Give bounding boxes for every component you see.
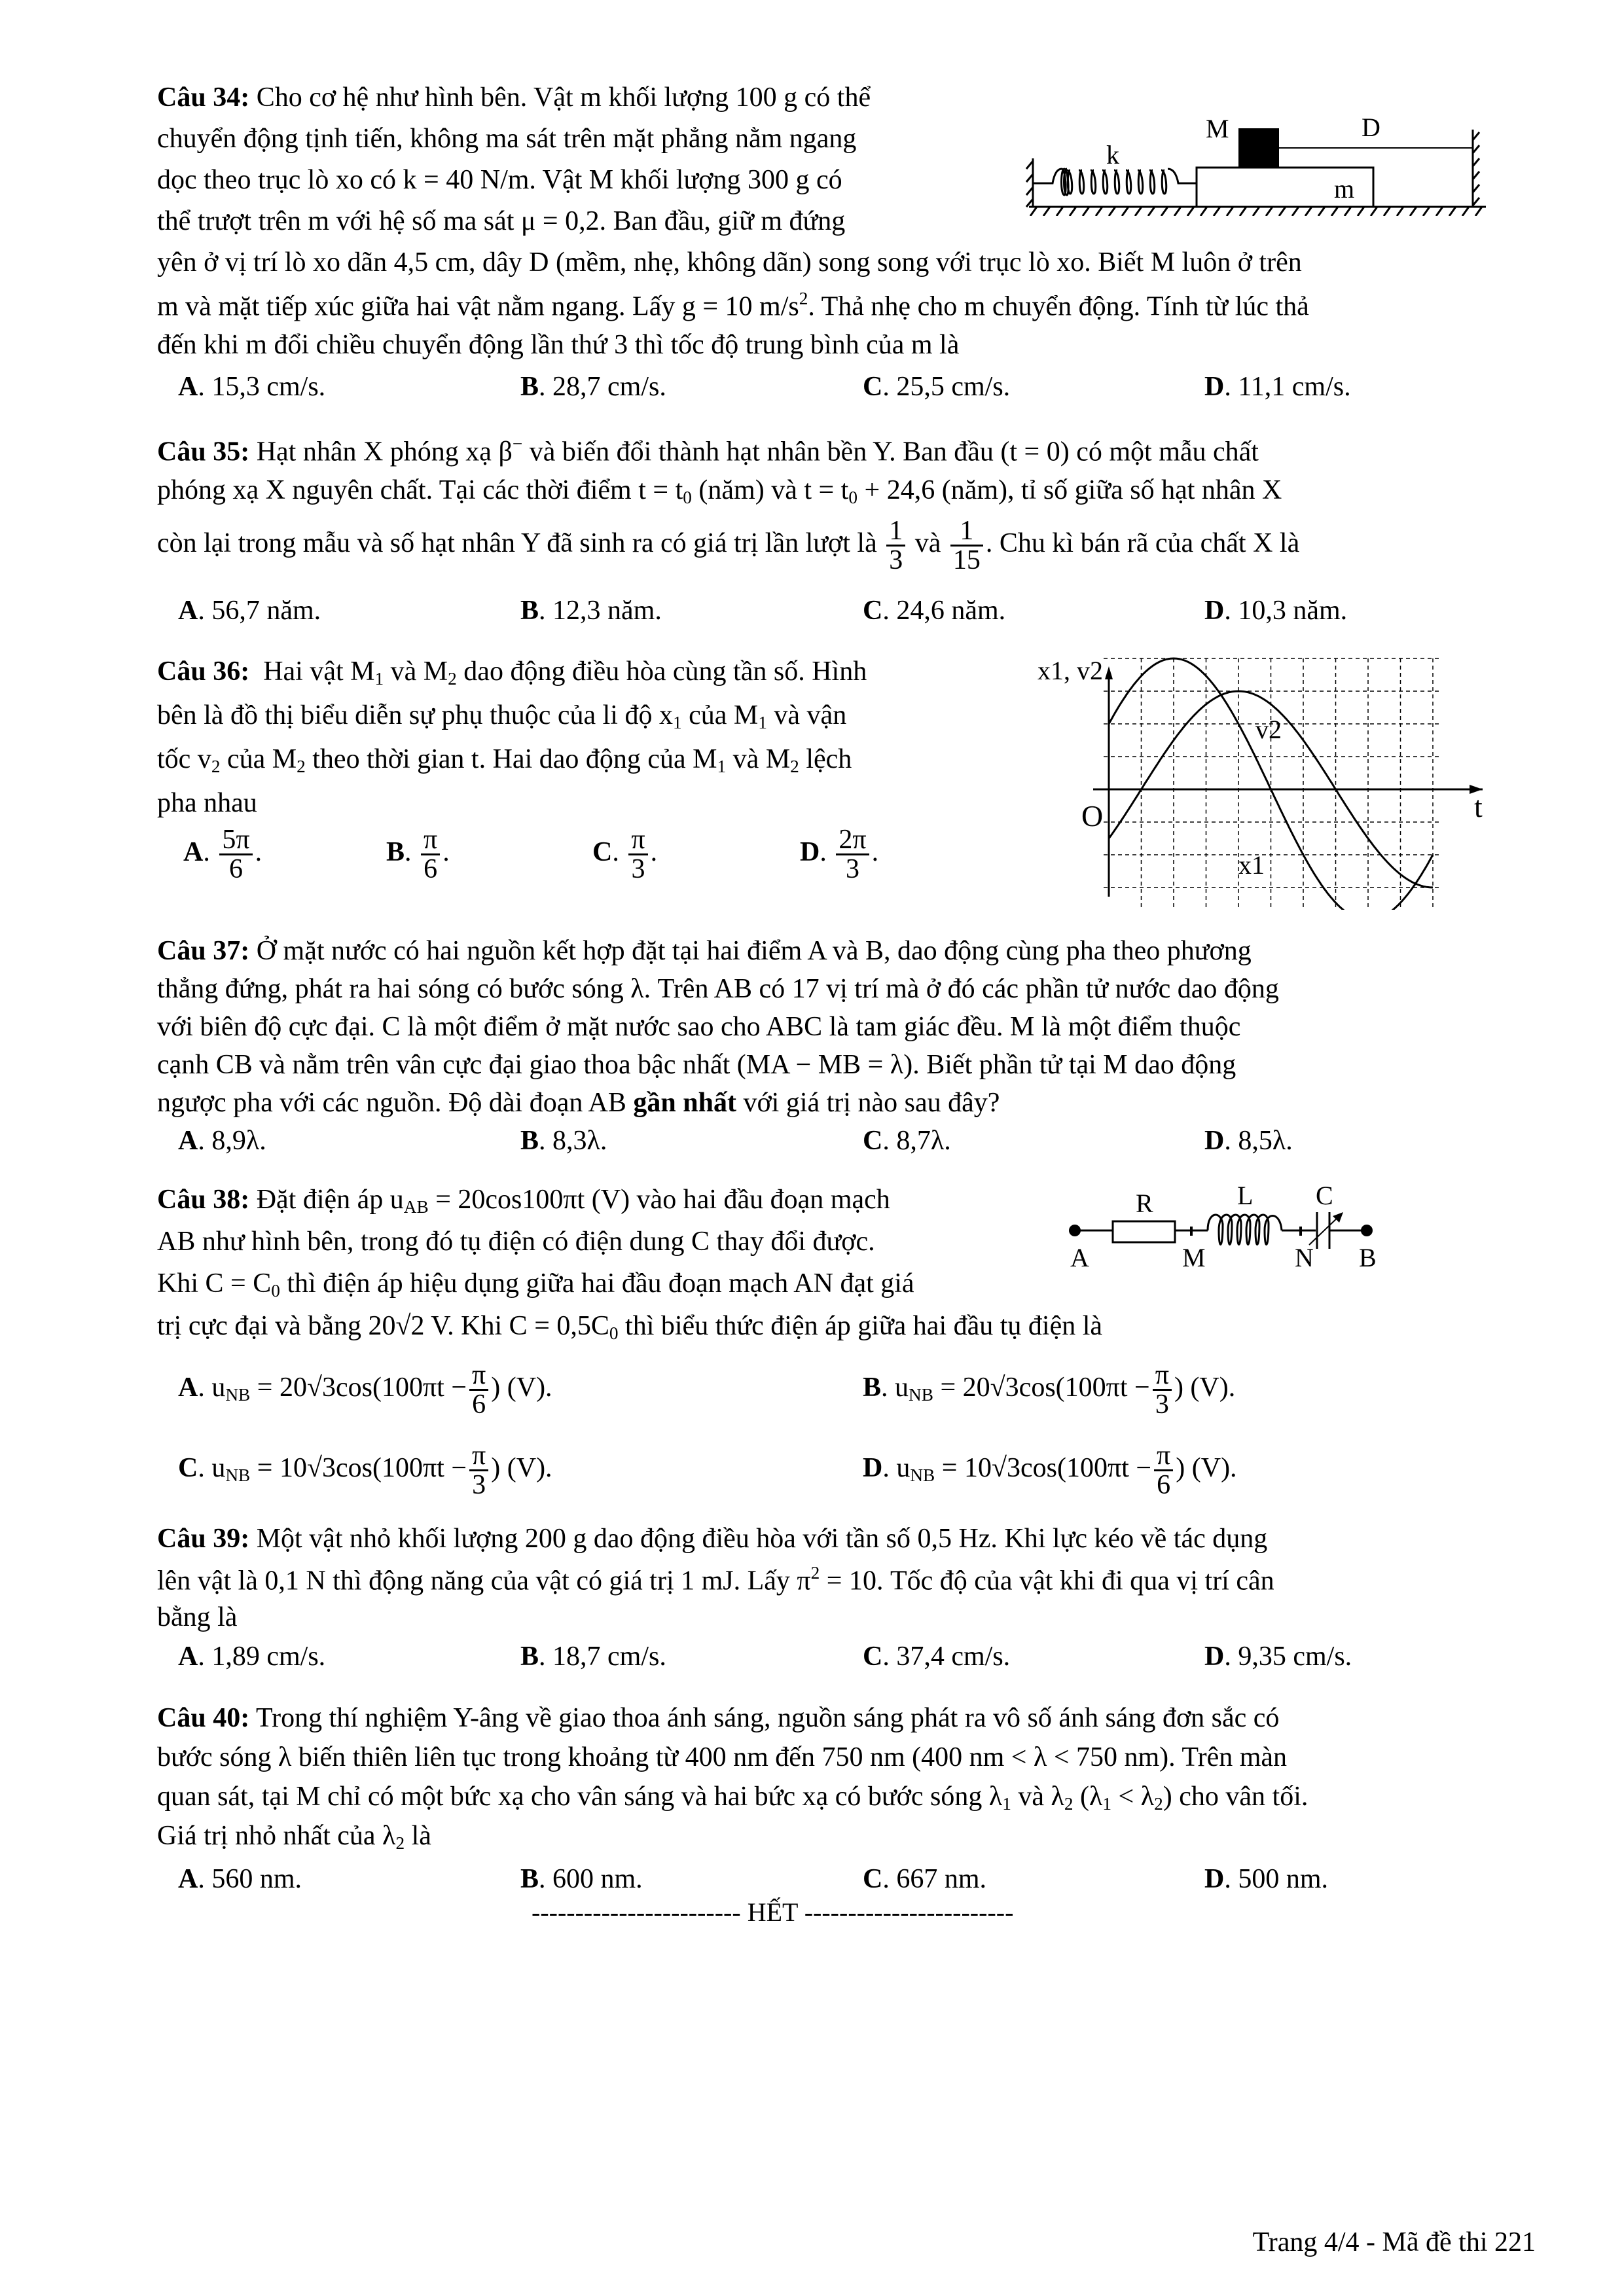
option-text: ) (V). bbox=[1176, 1453, 1237, 1484]
q37-line-1 bbox=[157, 937, 1252, 965]
label-m: m bbox=[1334, 174, 1355, 204]
label-k: k bbox=[1106, 140, 1119, 170]
q39-text: Một vật nhỏ khối lượng 200 g dao động điều hòa với tần số 0,5 Hz. Khi lực kéo về tác dụng bbox=[256, 1524, 1268, 1554]
q36-subscript: 2 bbox=[211, 756, 221, 776]
q39-line-2 bbox=[157, 1564, 1274, 1594]
numerator: 2π bbox=[839, 825, 867, 855]
q40-text: < λ bbox=[1111, 1782, 1155, 1812]
spring-k bbox=[1033, 169, 1197, 195]
graph-grid bbox=[1104, 658, 1439, 910]
q37-option-b[interactable]: B. 8,3λ. bbox=[520, 1126, 607, 1156]
option-fraction bbox=[219, 826, 252, 883]
q35-text: và bbox=[914, 528, 941, 559]
option-key: D bbox=[1204, 1641, 1225, 1672]
option-fraction bbox=[421, 826, 440, 883]
q36-line-3 bbox=[157, 745, 852, 776]
q36-text: lệch bbox=[799, 744, 852, 774]
y-axis-label: x1, v2 bbox=[1038, 656, 1103, 685]
q36-subscript: 1 bbox=[758, 712, 767, 732]
q36-text: tốc v bbox=[157, 744, 211, 774]
denominator: 3 bbox=[1153, 1389, 1172, 1418]
q36-subscript: 1 bbox=[717, 756, 727, 776]
numerator: π bbox=[472, 1441, 486, 1471]
q36-line-4: pha nhau bbox=[157, 788, 257, 818]
fraction-1-15 bbox=[950, 517, 983, 574]
option-key: C bbox=[863, 372, 883, 402]
series-label-x1: x1 bbox=[1238, 850, 1265, 880]
q38-subscript: AB bbox=[403, 1196, 429, 1217]
q38-text: Đặt điện áp u bbox=[256, 1185, 404, 1215]
q35-line-1 bbox=[157, 435, 1259, 465]
option-key: A bbox=[178, 596, 198, 626]
option-key: D bbox=[1204, 372, 1225, 402]
q39-text: lên vật là 0,1 N thì động năng của vật có giá trị 1 mJ. Lấy π bbox=[157, 1566, 811, 1596]
option-key: B bbox=[520, 1864, 539, 1894]
q37-option-d[interactable]: D. 8,5λ. bbox=[1204, 1126, 1293, 1156]
q34-text: m và mặt tiếp xúc giữa hai vật nằm ngang. Lấy g = 10 m/s bbox=[157, 291, 799, 322]
label-M: M bbox=[1206, 114, 1229, 143]
q34-line-5: yên ở vị trí lò xo dãn 4,5 cm, dây D (mềm, nhẹ, không dãn) song song với trục lò xo. Biết M luôn ở trên bbox=[157, 247, 1302, 278]
q39-option-c[interactable]: C. 37,4 cm/s. bbox=[863, 1641, 1011, 1672]
q35-option-a[interactable]: A. 56,7 năm. bbox=[178, 596, 321, 626]
q40-text: Giá trị nhỏ nhất của λ bbox=[157, 1821, 396, 1851]
q34-label: Câu 34: bbox=[157, 82, 250, 113]
q40-option-d[interactable]: D. 500 nm. bbox=[1204, 1864, 1329, 1894]
option-text: = 20√3cos(100πt − bbox=[933, 1372, 1150, 1403]
q40-text: Trong thí nghiệm Y-âng về giao thoa ánh sáng, nguồn sáng phát ra vô số ánh sáng đơn sắc có bbox=[255, 1703, 1280, 1733]
option-fraction bbox=[628, 826, 647, 883]
label-l: L bbox=[1237, 1181, 1254, 1210]
q36-line-2 bbox=[157, 702, 846, 732]
q36-option-c[interactable]: C. $\frac{\pi}{3}$ . bbox=[592, 825, 658, 884]
option-text: 25,5 cm/s. bbox=[896, 372, 1011, 402]
numerator: π bbox=[424, 825, 438, 855]
option-fraction bbox=[469, 1361, 488, 1418]
q34-text: . Thả nhẹ cho m chuyển động. Tính từ lúc thả bbox=[808, 291, 1309, 322]
q37-line-4: cạnh CB và nằm trên vân cực đại giao thoa bậc nhất (MA − MB = λ). Biết phần tử tại M dao động bbox=[157, 1050, 1236, 1080]
option-text: 12,3 năm. bbox=[552, 596, 662, 626]
q36-text: của M bbox=[220, 744, 297, 774]
q36-subscript: 2 bbox=[790, 756, 799, 776]
option-key: B bbox=[520, 372, 539, 402]
q34-line-3: dọc theo trục lò xo có k = 40 N/m. Vật M khối lượng 300 g có bbox=[157, 165, 842, 195]
q39-option-a[interactable]: A. 1,89 cm/s. bbox=[178, 1641, 326, 1672]
option-text: = 10√3cos(100πt − bbox=[935, 1453, 1152, 1484]
rlc-circuit-diagram bbox=[1047, 1172, 1506, 1289]
q34-option-a[interactable]: A. 15,3 cm/s. bbox=[178, 372, 326, 402]
option-text: 37,4 cm/s. bbox=[896, 1641, 1011, 1672]
y-axis-arrow bbox=[1105, 666, 1113, 679]
q37-line-2: thẳng đứng, phát ra hai sóng có bước sóng λ. Trên AB có 17 vị trí mà ở đó các phần tử nước dao động bbox=[157, 974, 1279, 1004]
option-key: D bbox=[863, 1453, 883, 1484]
denominator: 6 bbox=[421, 853, 440, 883]
q40-text: ) cho vân tối. bbox=[1163, 1782, 1308, 1812]
q35-text: còn lại trong mẫu và số hạt nhân Y đã sinh ra có giá trị lần lượt là bbox=[157, 528, 877, 559]
q34-superscript: 2 bbox=[799, 289, 808, 308]
option-text: u bbox=[896, 1453, 911, 1484]
inductor-l bbox=[1208, 1215, 1282, 1244]
option-text: 15,3 cm/s. bbox=[211, 372, 326, 402]
q40-option-b[interactable]: B. 600 nm. bbox=[520, 1864, 643, 1894]
option-text: 10,3 năm. bbox=[1238, 596, 1348, 626]
q40-line-4 bbox=[157, 1822, 431, 1852]
option-key: D bbox=[800, 837, 820, 868]
q36-text: Hai vật M bbox=[263, 656, 375, 687]
q40-subscript: 2 bbox=[1064, 1793, 1074, 1814]
q35-subscript: 0 bbox=[848, 487, 858, 507]
label-a: A bbox=[1070, 1243, 1089, 1272]
q38-subscript: 0 bbox=[271, 1280, 280, 1300]
q36-subscript: 1 bbox=[672, 712, 682, 732]
q36-option-b[interactable]: B. $\frac{\pi}{6}$ . bbox=[386, 825, 450, 884]
left-wall bbox=[1026, 158, 1033, 207]
denominator: 6 bbox=[219, 853, 252, 883]
q38-text: Khi C = C bbox=[157, 1268, 272, 1299]
option-fraction bbox=[836, 826, 869, 883]
q37-text: với giá trị nào sau đây? bbox=[736, 1088, 1000, 1118]
q40-subscript: 1 bbox=[1002, 1793, 1011, 1814]
q39-text: = 10. Tốc độ của vật khi đi qua vị trí cân bbox=[820, 1566, 1274, 1596]
label-c: C bbox=[1316, 1181, 1333, 1210]
q36-text: và M bbox=[726, 744, 791, 774]
option-fraction bbox=[469, 1442, 488, 1499]
oscillation-graph bbox=[1034, 648, 1492, 910]
numerator: π bbox=[1157, 1441, 1171, 1471]
q35-text: . Chu kì bán rã của chất X là bbox=[985, 528, 1300, 559]
option-fraction bbox=[1153, 1361, 1172, 1418]
q37-emphasis: gần nhất bbox=[633, 1088, 736, 1118]
option-fraction bbox=[1154, 1442, 1173, 1499]
q38-option-a[interactable]: A. $u_{NB} = 20√3\cos(100\pi t$ − $\frac{\pi}{6}$ ) (V). bbox=[178, 1360, 552, 1420]
label-m: M bbox=[1182, 1243, 1206, 1272]
q36-text: bên là đồ thị biểu diễn sự phụ thuộc của li độ x bbox=[157, 700, 673, 730]
q34-line-7: đến khi m đổi chiều chuyển động lần thứ 3 thì tốc độ trung bình của m là bbox=[157, 330, 960, 360]
q40-line-3 bbox=[157, 1783, 1308, 1813]
option-key: C bbox=[863, 1864, 883, 1894]
q35-option-b[interactable]: B. 12,3 năm. bbox=[520, 596, 662, 626]
q40-text: là bbox=[405, 1821, 431, 1851]
q38-line-4 bbox=[157, 1312, 1102, 1342]
option-key: A bbox=[178, 372, 198, 402]
end-marker: ------------------------ HẾT ------------------------ bbox=[532, 1897, 1014, 1927]
option-key: B bbox=[520, 1641, 539, 1672]
q40-line-1 bbox=[157, 1704, 1279, 1732]
option-text: 8,7λ. bbox=[896, 1126, 951, 1156]
denominator: 3 bbox=[836, 853, 869, 883]
option-text: 18,7 cm/s. bbox=[552, 1641, 666, 1672]
q38-option-c[interactable]: C. $u_{NB} = 10√3\cos(100\pi t$ − $\frac{\pi}{3}$ ) (V). bbox=[178, 1441, 552, 1500]
option-text: 56,7 năm. bbox=[211, 596, 321, 626]
q39-line-3: bằng là bbox=[157, 1602, 238, 1632]
q40-subscript: 1 bbox=[1102, 1793, 1112, 1814]
q39-option-d[interactable]: D. 9,35 cm/s. bbox=[1204, 1641, 1352, 1672]
option-key: D bbox=[1204, 596, 1225, 626]
q34-text: Cho cơ hệ như hình bên. Vật m khối lượng 100 g có thể bbox=[256, 82, 871, 113]
option-key: A bbox=[178, 1372, 198, 1403]
q37-option-a[interactable]: A. 8,9λ. bbox=[178, 1126, 266, 1156]
q35-superscript: − bbox=[512, 434, 523, 454]
q38-text: thì biểu thức điện áp giữa hai đầu tụ điện là bbox=[618, 1311, 1103, 1341]
q36-option-a[interactable]: A. $\frac{5\pi}{6}$ . bbox=[183, 825, 262, 884]
q34-line-6 bbox=[157, 290, 1309, 320]
q37-line-5 bbox=[157, 1089, 1000, 1117]
option-text: = 20√3cos(100πt − bbox=[250, 1372, 467, 1403]
q40-option-c[interactable]: C. 667 nm. bbox=[863, 1864, 987, 1894]
q35-line-2 bbox=[157, 476, 1282, 507]
q37-label: Câu 37: bbox=[157, 936, 250, 966]
q40-line-2: bước sóng λ biến thiên liên tục trong khoảng từ 400 nm đến 750 nm (400 nm < λ < 750 nm). Trên màn bbox=[157, 1742, 1288, 1772]
label-r: R bbox=[1136, 1189, 1153, 1218]
q38-line-2: AB như hình bên, trong đó tụ điện có điện dung C thay đổi được. bbox=[157, 1227, 875, 1257]
q36-text: và M bbox=[384, 656, 448, 687]
block-M bbox=[1238, 128, 1279, 168]
option-text: 560 nm. bbox=[211, 1864, 302, 1894]
q40-text: (λ bbox=[1073, 1782, 1103, 1812]
option-text: = 10√3cos(100πt − bbox=[250, 1453, 467, 1484]
numerator: 5π bbox=[222, 825, 250, 855]
q36-label: Câu 36: bbox=[157, 656, 250, 687]
fraction-1-3 bbox=[886, 517, 905, 574]
q39-line-1 bbox=[157, 1525, 1267, 1552]
numerator: π bbox=[631, 825, 645, 855]
q36-line-1 bbox=[157, 658, 867, 688]
option-text: 28,7 cm/s. bbox=[552, 372, 666, 402]
numerator: π bbox=[472, 1360, 486, 1390]
option-text: ) (V). bbox=[491, 1453, 552, 1484]
option-key: C bbox=[863, 596, 883, 626]
option-subscript: NB bbox=[909, 1384, 933, 1405]
denominator: 6 bbox=[469, 1389, 488, 1418]
q36-text: và vận bbox=[767, 700, 847, 730]
option-text: ) (V). bbox=[1174, 1372, 1236, 1403]
option-text: 9,35 cm/s. bbox=[1238, 1641, 1352, 1672]
option-text: 667 nm. bbox=[896, 1864, 987, 1894]
label-b: B bbox=[1359, 1243, 1377, 1272]
q35-text: (năm) và t = t bbox=[691, 475, 849, 505]
q35-subscript: 0 bbox=[683, 487, 692, 507]
q39-superscript: 2 bbox=[810, 1563, 820, 1583]
q35-line-3 bbox=[157, 517, 1299, 574]
q38-text: trị cực đại và bằng 20√2 V. Khi C = 0,5C bbox=[157, 1311, 609, 1341]
q35-label: Câu 35: bbox=[157, 437, 250, 467]
option-text: 8,9λ. bbox=[211, 1126, 266, 1156]
q38-text: = 20cos100πt (V) vào hai đầu đoạn mạch bbox=[428, 1185, 890, 1215]
q35-text: Hạt nhân X phóng xạ β bbox=[256, 437, 513, 467]
q36-subscript: 2 bbox=[297, 756, 306, 776]
q38-option-d[interactable]: D. $u_{NB} = 10√3\cos(100\pi t$ − $\frac{\pi}{6}$ ) (V). bbox=[863, 1441, 1237, 1500]
option-text: u bbox=[211, 1453, 226, 1484]
page-footer: Trang 4/4 - Mã đề thi 221 bbox=[1252, 2227, 1536, 2257]
q40-subscript: 2 bbox=[395, 1833, 405, 1853]
option-key: C bbox=[863, 1126, 883, 1156]
option-subscript: NB bbox=[910, 1465, 935, 1485]
option-text: 8,3λ. bbox=[552, 1126, 607, 1156]
option-key: A bbox=[178, 1864, 198, 1894]
option-text: 500 nm. bbox=[1238, 1864, 1329, 1894]
denominator: 3 bbox=[628, 853, 647, 883]
q36-text: theo thời gian t. Hai dao động của M bbox=[305, 744, 717, 774]
terminal-b bbox=[1361, 1225, 1373, 1236]
q38-subscript: 0 bbox=[609, 1323, 619, 1343]
denominator: 3 bbox=[886, 545, 905, 574]
spring-block-figure bbox=[1021, 98, 1492, 216]
option-text: 8,5λ. bbox=[1238, 1126, 1293, 1156]
q36-text: của M bbox=[681, 700, 759, 730]
q40-option-a[interactable]: A. 560 nm. bbox=[178, 1864, 302, 1894]
option-text: 11,1 cm/s. bbox=[1238, 372, 1351, 402]
q35-option-c[interactable]: C. 24,6 năm. bbox=[863, 596, 1006, 626]
q38-line-1 bbox=[157, 1186, 890, 1216]
origin-label: O bbox=[1081, 799, 1104, 833]
option-key: C bbox=[863, 1641, 883, 1672]
q38-text: thì điện áp hiệu dụng giữa hai đầu đoạn mạch AN đạt giá bbox=[280, 1268, 914, 1299]
q37-text: ngược pha với các nguồn. Độ dài đoạn AB bbox=[157, 1088, 634, 1118]
q34-option-b[interactable]: B. 28,7 cm/s. bbox=[520, 372, 666, 402]
option-subscript: NB bbox=[225, 1465, 251, 1485]
q40-subscript: 2 bbox=[1154, 1793, 1163, 1814]
q36-option-d[interactable]: D. $\frac{2\pi}{3}$ . bbox=[800, 825, 879, 884]
q35-text: + 24,6 (năm), tỉ số giữa số hạt nhân X bbox=[857, 475, 1282, 505]
option-text: 600 nm. bbox=[552, 1864, 643, 1894]
numerator: 1 bbox=[960, 516, 974, 546]
q35-text: và biến đổi thành hạt nhân bền Y. Ban đầu (t = 0) có một mẫu chất bbox=[522, 437, 1259, 467]
q40-text: quan sát, tại M chỉ có một bức xạ cho vân sáng và hai bức xạ có bước sóng λ bbox=[157, 1782, 1003, 1812]
q40-label: Câu 40: bbox=[157, 1703, 250, 1733]
q35-option-d[interactable]: D. 10,3 năm. bbox=[1204, 596, 1348, 626]
option-key: A bbox=[178, 1126, 198, 1156]
right-wall bbox=[1473, 130, 1479, 207]
option-key: A bbox=[183, 837, 204, 868]
numerator: π bbox=[1155, 1360, 1169, 1390]
x-axis-label: t bbox=[1474, 790, 1483, 823]
denominator: 3 bbox=[469, 1469, 488, 1499]
q34-line-2: chuyển động tịnh tiến, không ma sát trên mặt phẳng nằm ngang bbox=[157, 124, 857, 154]
q34-option-c[interactable]: C. 25,5 cm/s. bbox=[863, 372, 1011, 402]
option-key: B bbox=[520, 596, 539, 626]
q36-text: dao động điều hòa cùng tần số. Hình bbox=[456, 656, 867, 687]
label-n: N bbox=[1295, 1243, 1314, 1272]
option-text: 24,6 năm. bbox=[896, 596, 1006, 626]
q38-option-b[interactable]: B. $u_{NB} = 20√3\cos(100\pi t$ − $\frac{\pi}{3}$ ) (V). bbox=[863, 1360, 1236, 1420]
option-key: D bbox=[1204, 1126, 1225, 1156]
q36-subscript: 1 bbox=[374, 668, 384, 689]
q38-label: Câu 38: bbox=[157, 1185, 250, 1215]
q34-line-1 bbox=[157, 84, 871, 111]
option-key: D bbox=[1204, 1864, 1225, 1894]
option-text: 1,89 cm/s. bbox=[211, 1641, 326, 1672]
q37-text: Ở mặt nước có hai nguồn kết hợp đặt tại hai điểm A và B, dao động cùng pha theo phương bbox=[256, 936, 1252, 966]
q36-subscript: 2 bbox=[448, 668, 457, 689]
numerator: 1 bbox=[889, 516, 903, 546]
option-subscript: NB bbox=[225, 1384, 251, 1405]
option-text: u bbox=[895, 1372, 909, 1403]
option-key: B bbox=[386, 837, 405, 868]
option-key: C bbox=[178, 1453, 198, 1484]
ground-hatch bbox=[1029, 207, 1486, 216]
q34-line-4: thể trượt trên m với hệ số ma sát μ = 0,2. Ban đầu, giữ m đứng bbox=[157, 206, 846, 236]
q34-option-d[interactable]: D. 11,1 cm/s. bbox=[1204, 372, 1351, 402]
option-text: ) (V). bbox=[491, 1372, 552, 1403]
q40-text: và λ bbox=[1011, 1782, 1064, 1812]
option-key: B bbox=[863, 1372, 882, 1403]
label-D: D bbox=[1362, 113, 1380, 142]
option-key: A bbox=[178, 1641, 198, 1672]
q37-option-c[interactable]: C. 8,7λ. bbox=[863, 1126, 951, 1156]
denominator: 15 bbox=[950, 545, 983, 574]
q35-text: phóng xạ X nguyên chất. Tại các thời điểm t = t bbox=[157, 475, 683, 505]
option-key: C bbox=[592, 837, 613, 868]
q39-label: Câu 39: bbox=[157, 1524, 250, 1554]
option-key: B bbox=[520, 1126, 539, 1156]
resistor-r bbox=[1113, 1221, 1175, 1242]
option-text: u bbox=[211, 1372, 226, 1403]
series-label-v2: v2 bbox=[1255, 715, 1282, 744]
q37-line-3: với biên độ cực đại. C là một điểm ở mặt nước sao cho ABC là tam giác đều. M là một điểm thuộc bbox=[157, 1012, 1241, 1042]
q39-option-b[interactable]: B. 18,7 cm/s. bbox=[520, 1641, 666, 1672]
denominator: 6 bbox=[1154, 1469, 1173, 1499]
q38-line-3 bbox=[157, 1270, 914, 1300]
